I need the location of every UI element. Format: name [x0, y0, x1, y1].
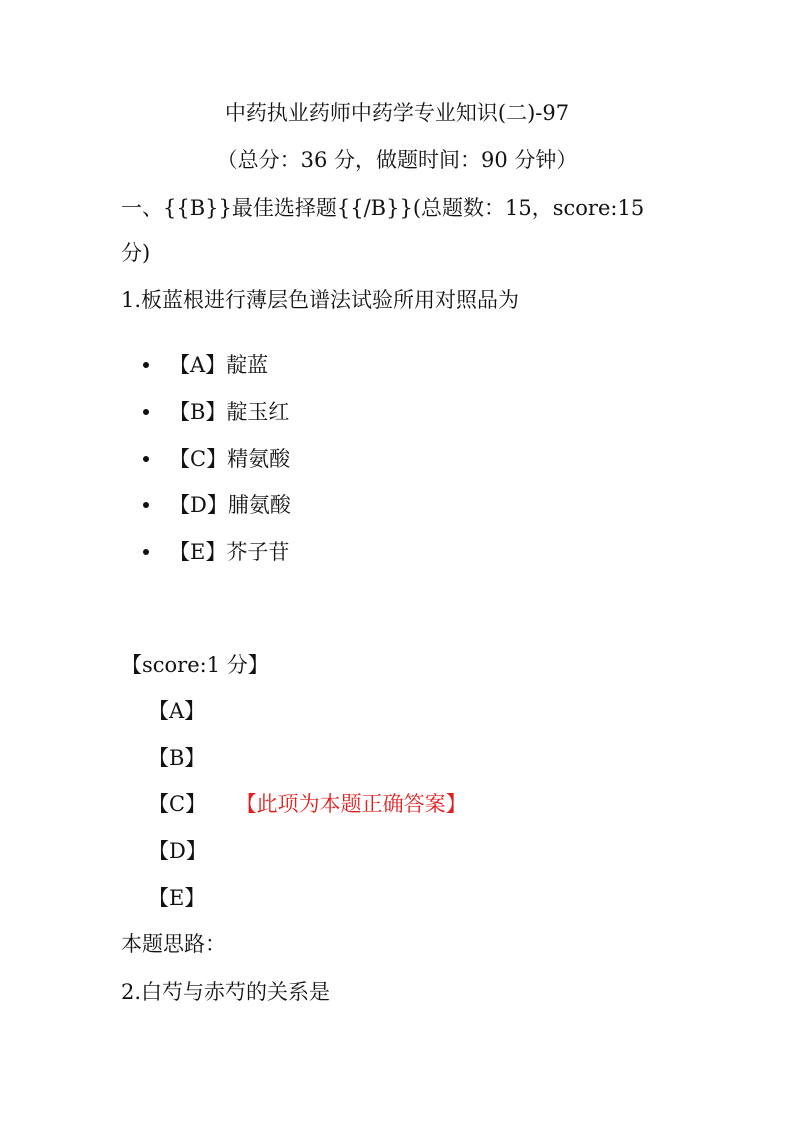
option-c — [143, 444, 290, 474]
option-label: 【E】芥子苷 — [169, 540, 290, 564]
answer-b: 【B】 — [148, 746, 206, 770]
bullet-icon — [143, 362, 149, 368]
option-e — [143, 537, 289, 567]
option-label: 【C】精氨酸 — [169, 447, 291, 471]
question-score: 【score:1 分】 — [121, 653, 269, 677]
answer-d: 【D】 — [148, 839, 207, 863]
correct-answer-note: 【此项为本题正确答案】 — [246, 792, 467, 816]
bullet-icon — [143, 549, 149, 555]
document-title: 中药执业药师中药学专业知识(二)-97 — [224, 101, 570, 125]
section-heading-continued: 分) — [121, 241, 151, 265]
answer-a: 【A】 — [148, 699, 206, 723]
option-label: 【B】靛玉红 — [169, 400, 290, 424]
answer-e: 【E】 — [148, 886, 206, 910]
analysis-label: 本题思路： — [121, 932, 226, 956]
answer-c-row — [148, 789, 467, 819]
option-b — [143, 397, 289, 427]
bullet-icon — [143, 502, 149, 508]
document-subtitle: （总分：36 分，做题时间：90 分钟） — [216, 148, 578, 172]
bullet-icon — [143, 456, 149, 462]
answer-c: 【C】 — [148, 792, 207, 816]
option-label: 【D】脯氨酸 — [169, 493, 291, 517]
option-label: 【A】靛蓝 — [169, 353, 269, 377]
question-2-stem: 2.白芍与赤芍的关系是 — [121, 980, 331, 1004]
section-heading: 一、{{B}}最佳选择题{{/B}}(总题数：15，score:15 — [121, 196, 645, 220]
question-1-stem: 1.板蓝根进行薄层色谱法试验所用对照品为 — [121, 288, 520, 312]
bullet-icon — [143, 409, 149, 415]
option-d — [143, 490, 291, 520]
option-a — [143, 350, 268, 380]
